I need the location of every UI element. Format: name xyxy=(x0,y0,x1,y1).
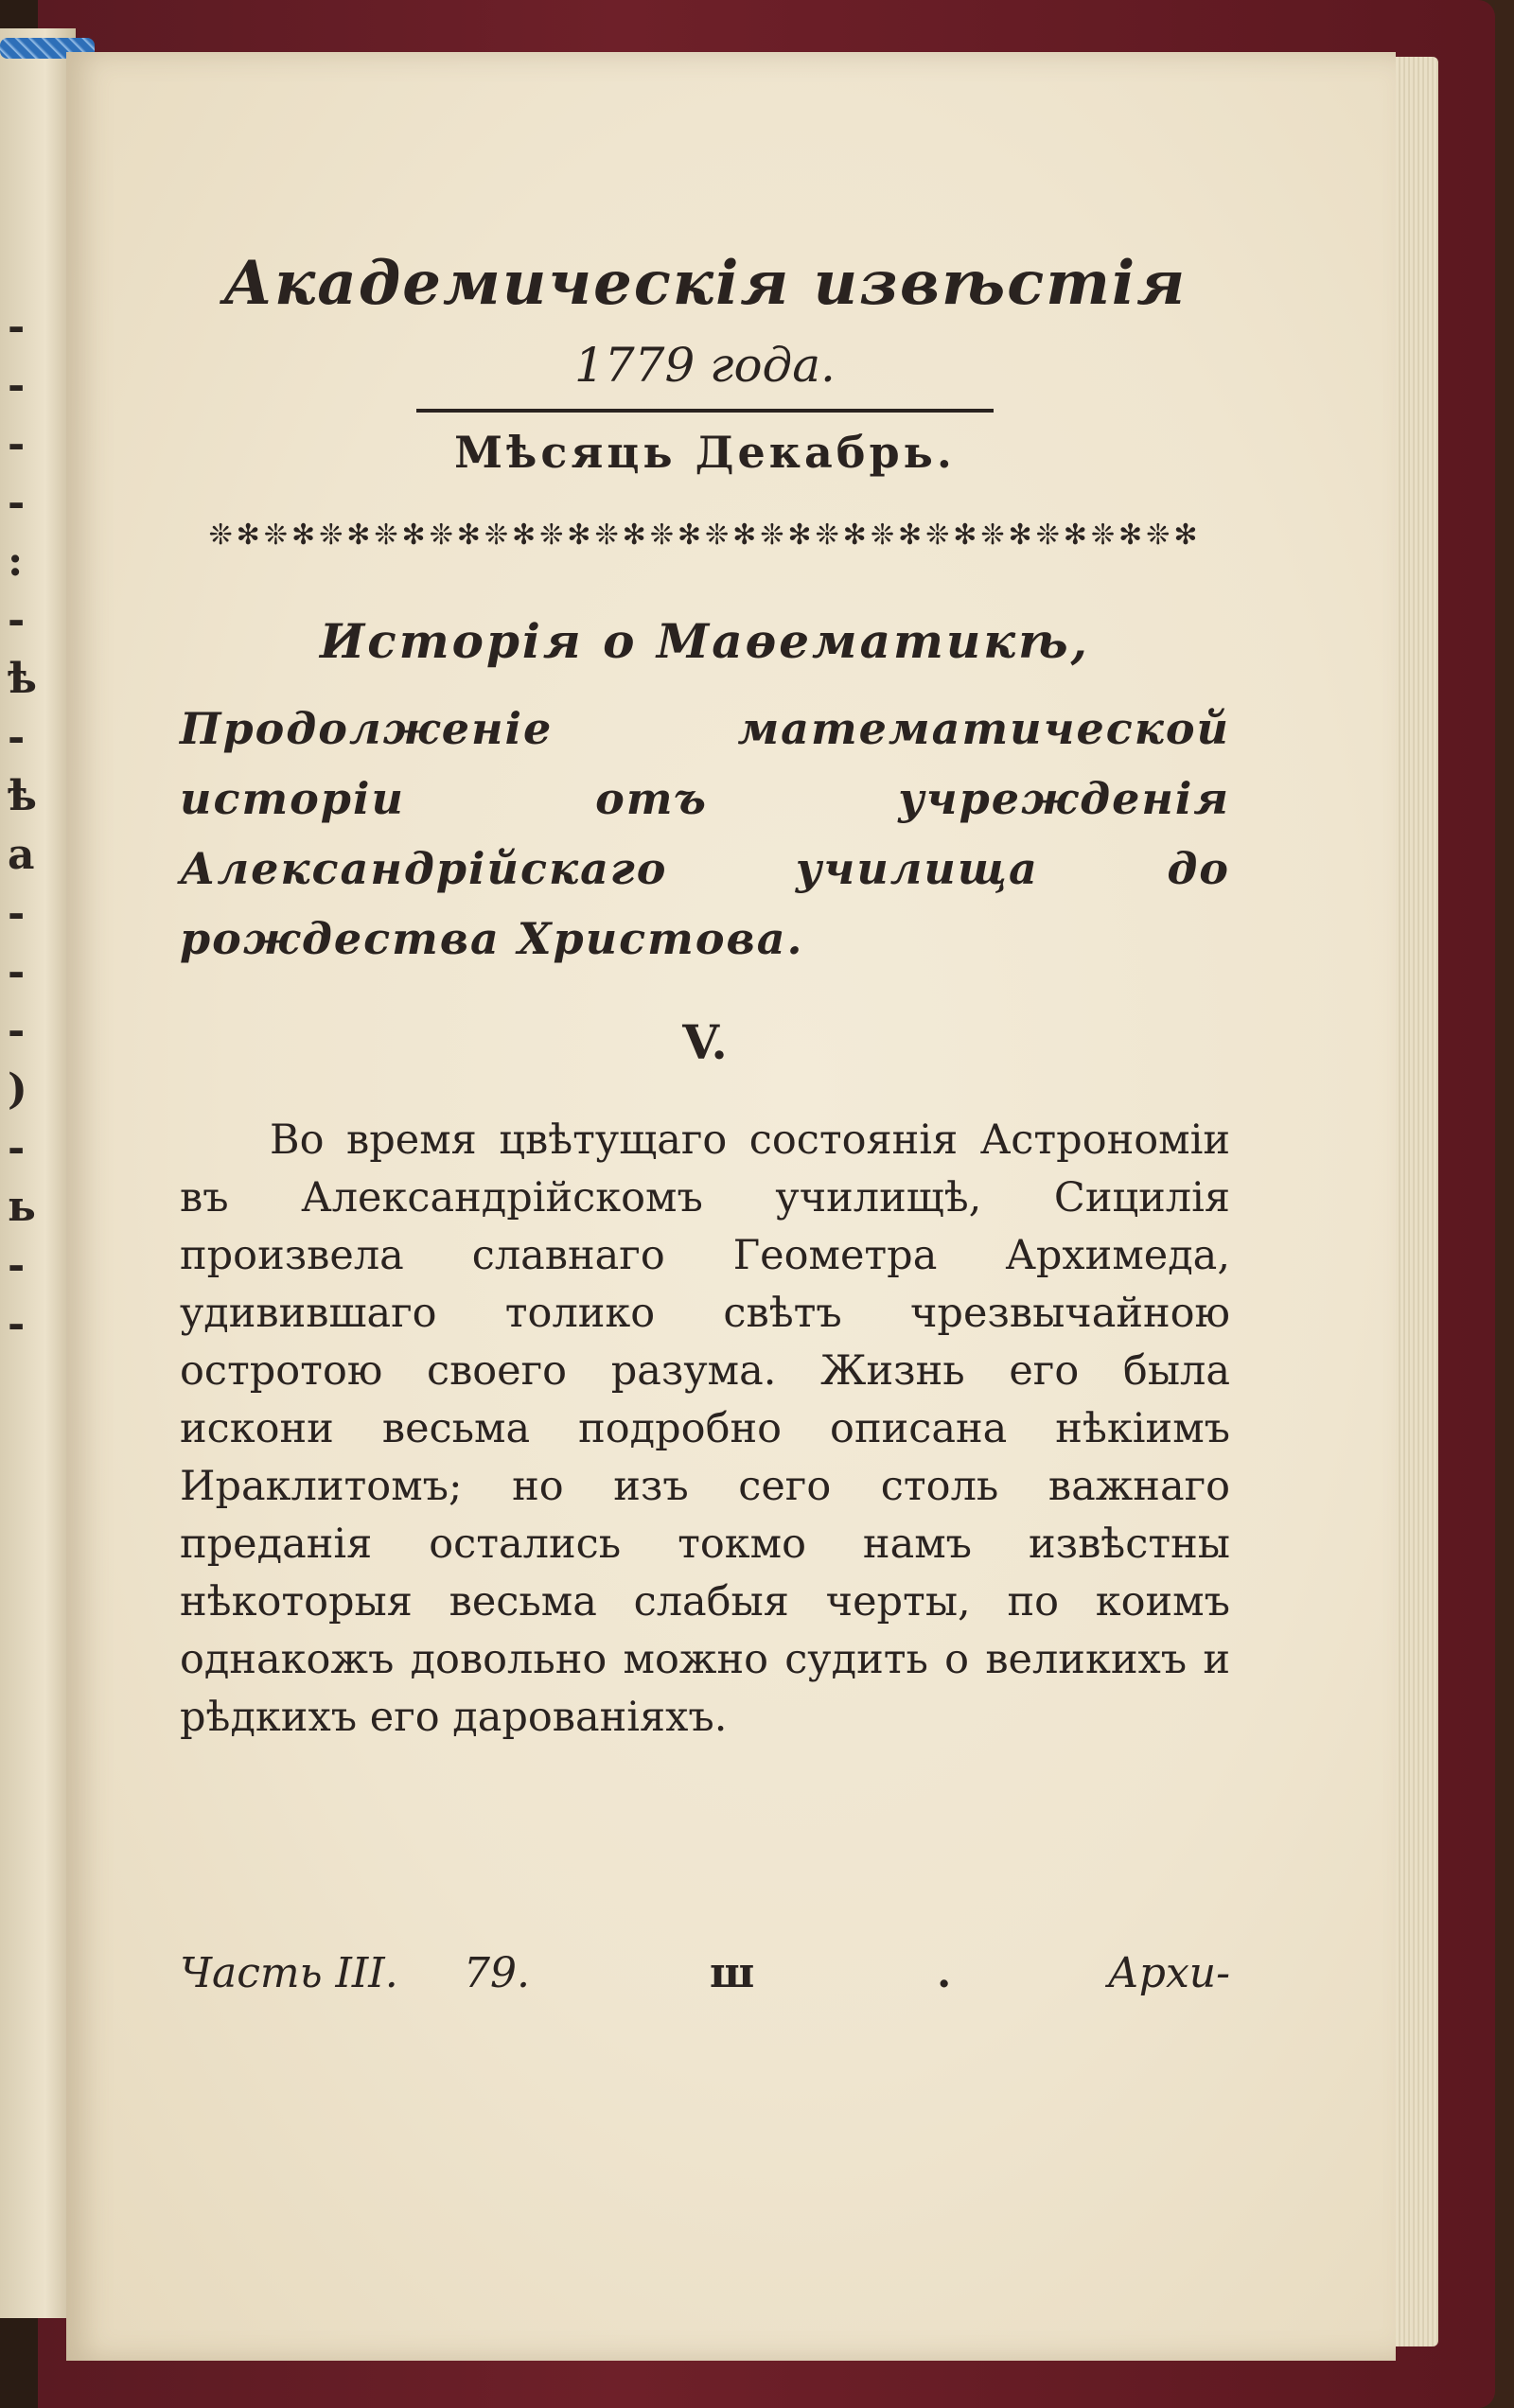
left-page-glyph: ѣ xyxy=(8,772,37,820)
left-page-glyph: - xyxy=(8,596,26,644)
left-page-glyph: - xyxy=(8,361,26,410)
part-label: Часть III. xyxy=(180,1949,398,1997)
header-rule xyxy=(416,409,994,413)
page-content xyxy=(180,194,1230,1997)
article-subtitle: Продолженіе математической исторіи отъ учрежденія Александрійскаго училища до рождества Христова. xyxy=(180,703,1230,964)
left-page-glyph: - xyxy=(8,889,26,938)
footer-dot: . xyxy=(937,1949,952,1997)
left-page-glyph: ) xyxy=(8,1065,27,1114)
article-title: Исторія о Маѳематикѣ, xyxy=(320,613,1090,669)
section-number: V. xyxy=(682,1014,728,1070)
journal-title: Академическія извѣстія xyxy=(222,248,1188,319)
left-page-glyph: - xyxy=(8,479,26,527)
left-page-glyph: - xyxy=(8,420,26,468)
left-page-glyph: - xyxy=(8,1300,26,1348)
page-footer xyxy=(180,1949,1230,2015)
previous-page-edge xyxy=(0,28,76,2318)
book-page xyxy=(66,52,1396,2361)
ornament-divider: ❊✻❊✻❊✻❊✻❊✻❊✻❊✻❊✻❊✻❊✻❊✻❊✻❊✻❊✻❊✻❊✻❊✻❊✻ xyxy=(208,519,1202,552)
body-paragraph: Во время цвѣтущаго состоянія Астрономіи въ Александрійскомъ училищѣ, Сицилія произвела славнаго Геометра Архимеда, удивившаго толико свѣтъ чрезвычайною остротою своего разума. Жизнь его была искони весьма подробно описана нѣкіимъ Ираклитомъ; но изъ сего столь важнаго преданія остались токмо намъ извѣстны нѣкоторыя весьма слабыя черты, по коимъ однакожъ довольно можно судить о великихъ и рѣдкихъ его дарованіяхъ. xyxy=(180,1116,1230,1741)
left-page-glyph: - xyxy=(8,1124,26,1172)
left-page-glyph: - xyxy=(8,948,26,996)
left-page-glyph: ѣ xyxy=(8,655,37,703)
left-page-glyph: - xyxy=(8,713,26,762)
left-page-glyph: ь xyxy=(8,1183,36,1231)
left-page-glyph: : xyxy=(8,537,24,586)
year-line: 1779 года. xyxy=(574,338,836,393)
page-number: 79. xyxy=(464,1949,530,1997)
left-page-glyph: - xyxy=(8,1007,26,1055)
left-page-glyph: - xyxy=(8,1241,26,1290)
month-line: Мѣсяць Декабрь. xyxy=(454,427,956,478)
left-page-glyph: - xyxy=(8,303,26,351)
catchword: Архи- xyxy=(1107,1949,1230,1997)
left-page-glyph: а xyxy=(8,831,35,879)
signature-mark: ш xyxy=(710,1949,755,1997)
